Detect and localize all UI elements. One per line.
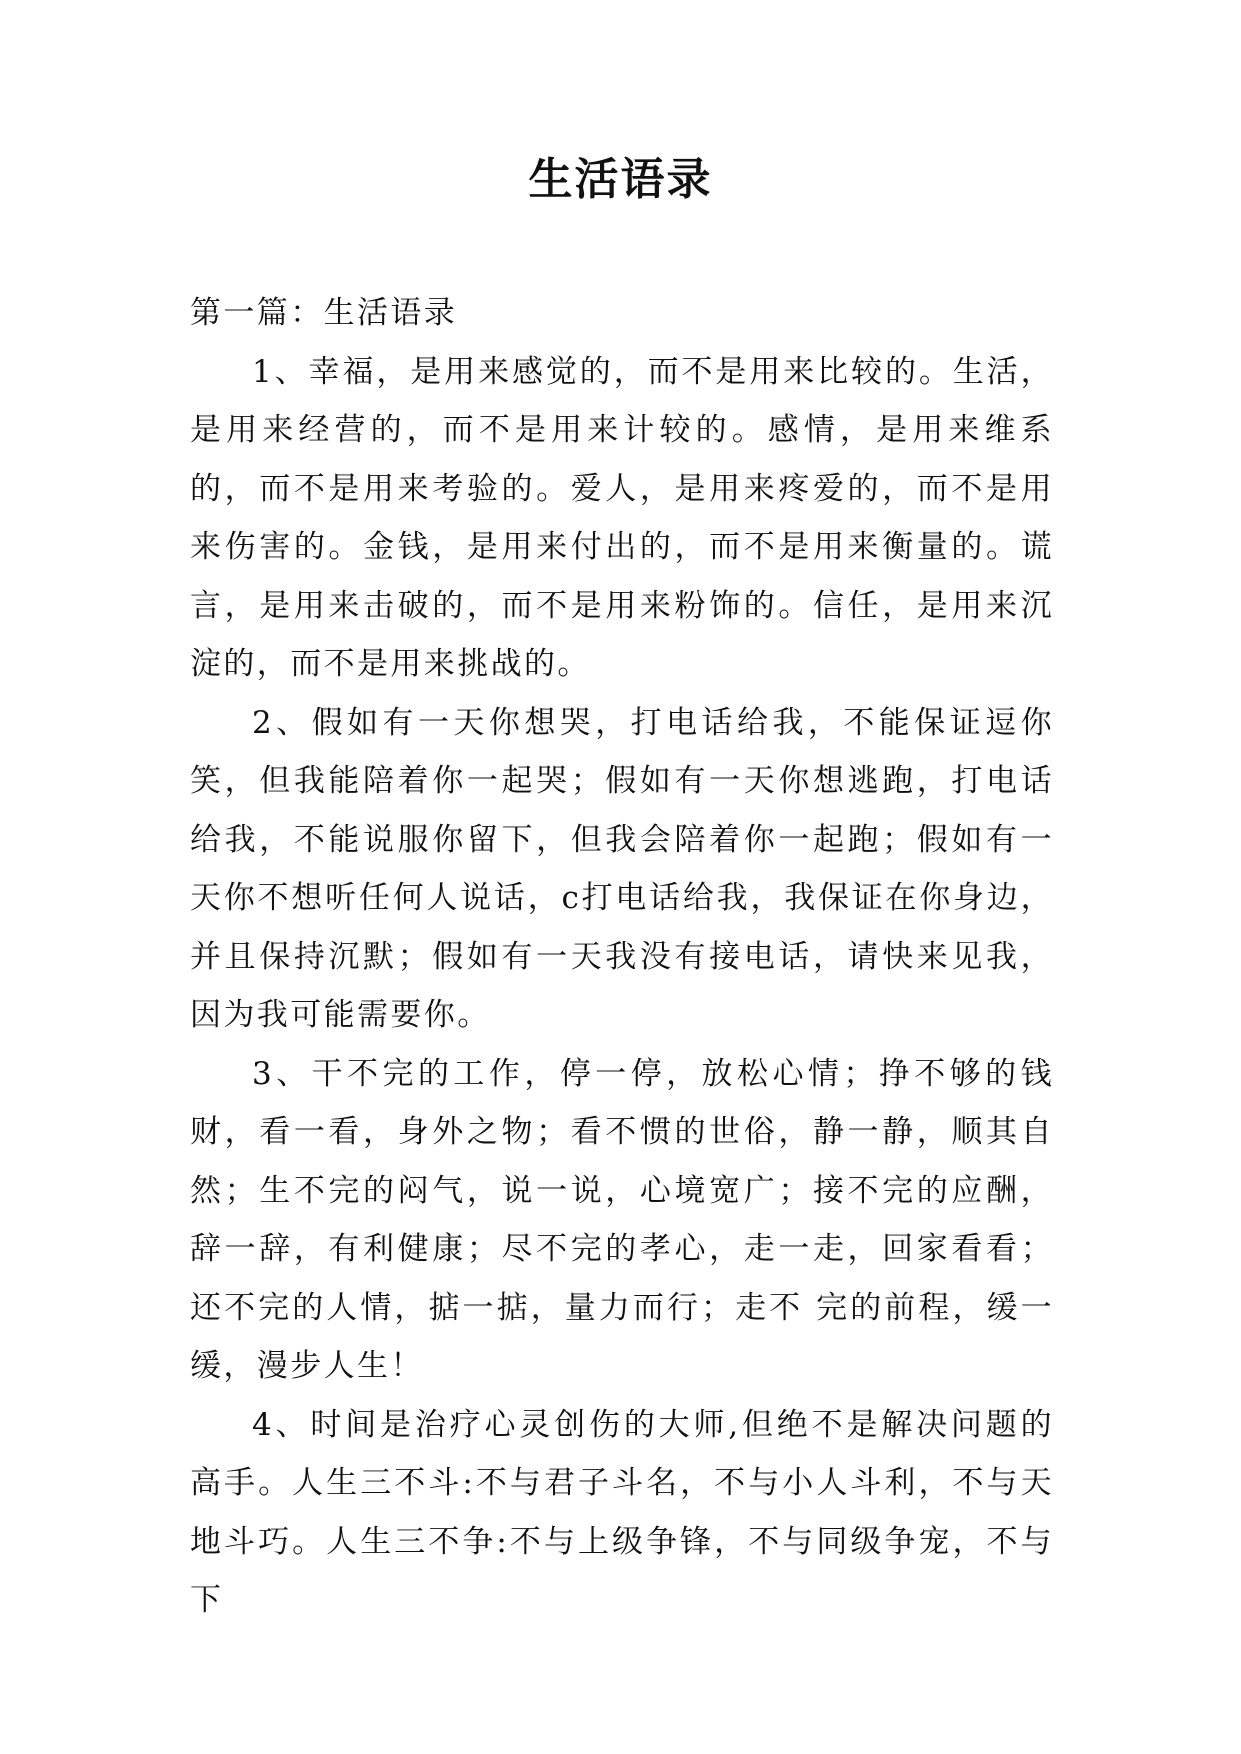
document-title: 生活语录 [528,154,713,205]
paragraph-1: 1、幸福，是用来感觉的，而不是用来比较的。生活，是用来经营的，而不是用来计较的。感情，是用来维系的，而不是用来考验的。爱人，是用来疼爱的，而不是用来伤害的。金钱，是用来付出的，而不是用来衡量的。谎言，是用来击破的，而不是用来粉饰的。信任，是用来沉淀的，而不是用来挑战的。 [190,353,1054,682]
paragraph-4: 4、时间是治疗心灵创伤的大师,但绝不是解决问题的高手。人生三不斗:不与君子斗名，不与小人斗利，不与天地斗巧。人生三不争:不与上级争锋，不与同级争宠，不与下 [190,1406,1054,1618]
paragraph-2: 2、假如有一天你想哭，打电话给我，不能保证逗你笑，但我能陪着你一起哭；假如有一天你想逃跑，打电话给我，不能说服你留下，但我会陪着你一起跑；假如有一天你不想听任何人说话，c打电话给我，我保证在你身边，并且保持沉默；假如有一天我没有接电话，请快来见我，因为我可能需要你。 [190,704,1054,1033]
section-heading: 第一篇：生活语录 [190,295,458,331]
document-body [190,284,1054,1630]
paragraph-3: 3、干不完的工作，停一停，放松心情；挣不够的钱财，看一看，身外之物；看不惯的世俗，静一静，顺其自然；生不完的闷气，说一说，心境宽广；接不完的应酬，辞一辞，有利健康；尽不完的孝心，走一走，回家看看；还不完的人情，掂一掂，量力而行；走不 完的前程，缓一缓，漫步人生！ [190,1055,1054,1384]
